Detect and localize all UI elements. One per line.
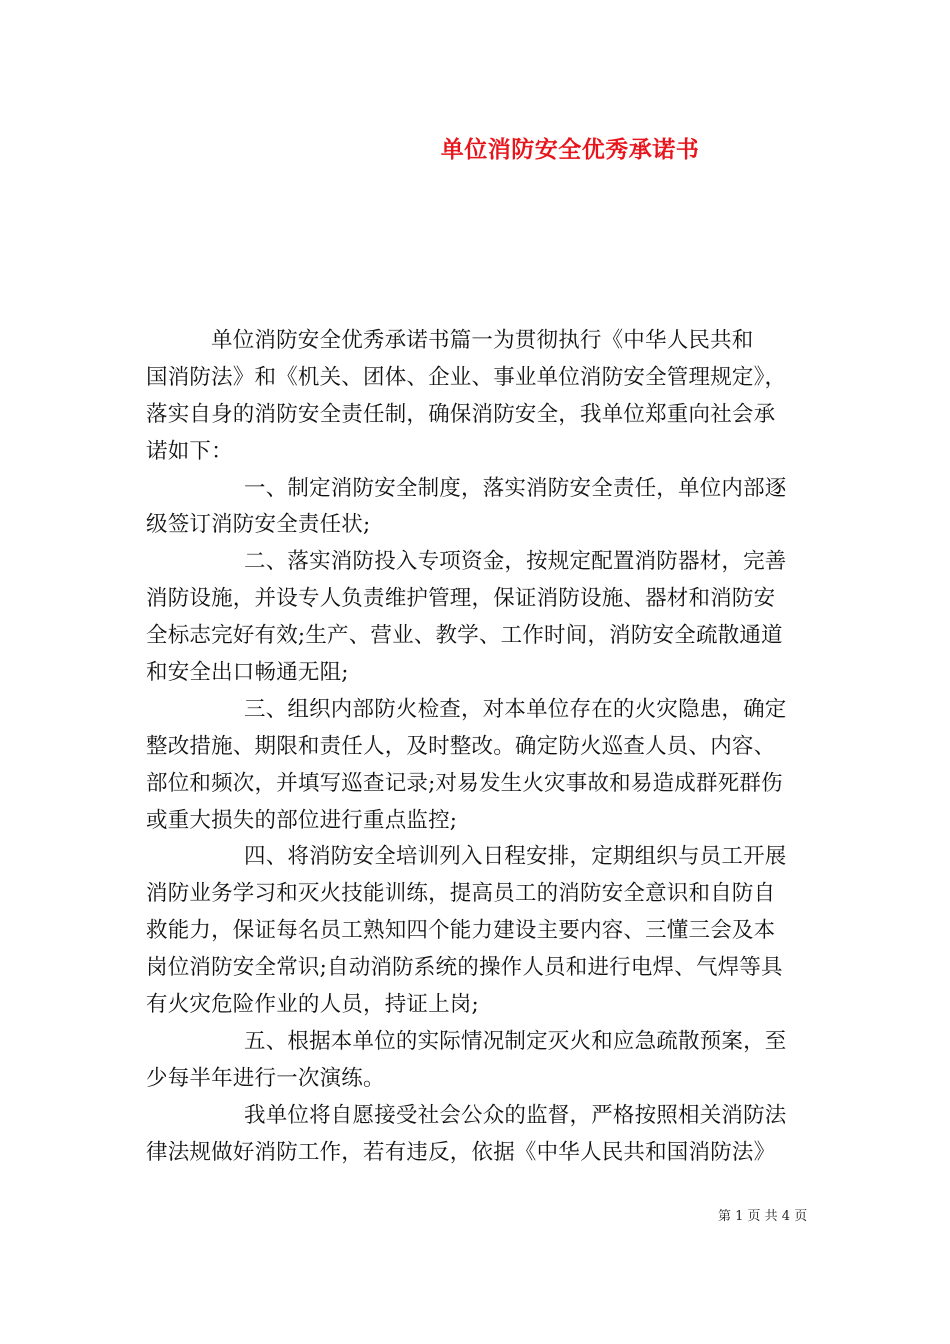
body-line: 全标志完好有效;生产、营业、教学、工作时间，消防安全疏散通道 [146, 623, 783, 649]
page-footer: 第 1 页 共 4 页 [718, 1209, 808, 1224]
body-line: 三、组织内部防火检查，对本单位存在的火灾隐患，确定 [244, 696, 787, 722]
body-line: 消防业务学习和灭火技能训练，提高员工的消防安全意识和自防自 [146, 881, 776, 907]
body-line: 落实自身的消防安全责任制，确保消防安全，我单位郑重向社会承 [146, 401, 776, 427]
body-line: 五、根据本单位的实际情况制定灭火和应急疏散预案，至 [244, 1028, 787, 1054]
document-title: 单位消防安全优秀承诺书 [440, 136, 700, 163]
body-line: 二、落实消防投入专项资金，按规定配置消防器材，完善 [244, 549, 787, 575]
body-line: 部位和频次，并填写巡查记录;对易发生火灾事故和易造成群死群伤 [146, 770, 783, 796]
body-line: 救能力，保证每名员工熟知四个能力建设主要内容、三懂三会及本 [146, 918, 776, 944]
body-line: 国消防法》和《机关、团体、企业、事业单位消防安全管理规定》， [146, 364, 787, 390]
body-line: 岗位消防安全常识;自动消防系统的操作人员和进行电焊、气焊等具 [146, 955, 783, 981]
body-line: 律法规做好消防工作，若有违反，依据《中华人民共和国消防法》 [146, 1139, 776, 1165]
body-line: 我单位将自愿接受社会公众的监督，严格按照相关消防法 [244, 1102, 787, 1128]
body-line: 少每半年进行一次演练。 [146, 1065, 385, 1091]
body-line: 诺如下： [146, 438, 233, 464]
body-line: 四、将消防安全培训列入日程安排，定期组织与员工开展 [244, 844, 787, 870]
document-body [146, 323, 806, 1171]
body-line: 一、制定消防安全制度，落实消防安全责任，单位内部逐 [244, 475, 787, 501]
body-line: 消防设施，并设专人负责维护管理，保证消防设施、器材和消防安 [146, 586, 776, 612]
body-line: 有火灾危险作业的人员，持证上岗; [146, 992, 479, 1018]
body-line: 级签订消防安全责任状; [146, 512, 371, 538]
body-line: 和安全出口畅通无阻; [146, 660, 349, 686]
body-line: 单位消防安全优秀承诺书篇一为贯彻执行《中华人民共和 [211, 328, 754, 353]
body-line: 或重大损失的部位进行重点监控; [146, 807, 458, 833]
body-line: 整改措施、期限和责任人，及时整改。确定防火巡查人员、内容、 [146, 733, 776, 759]
